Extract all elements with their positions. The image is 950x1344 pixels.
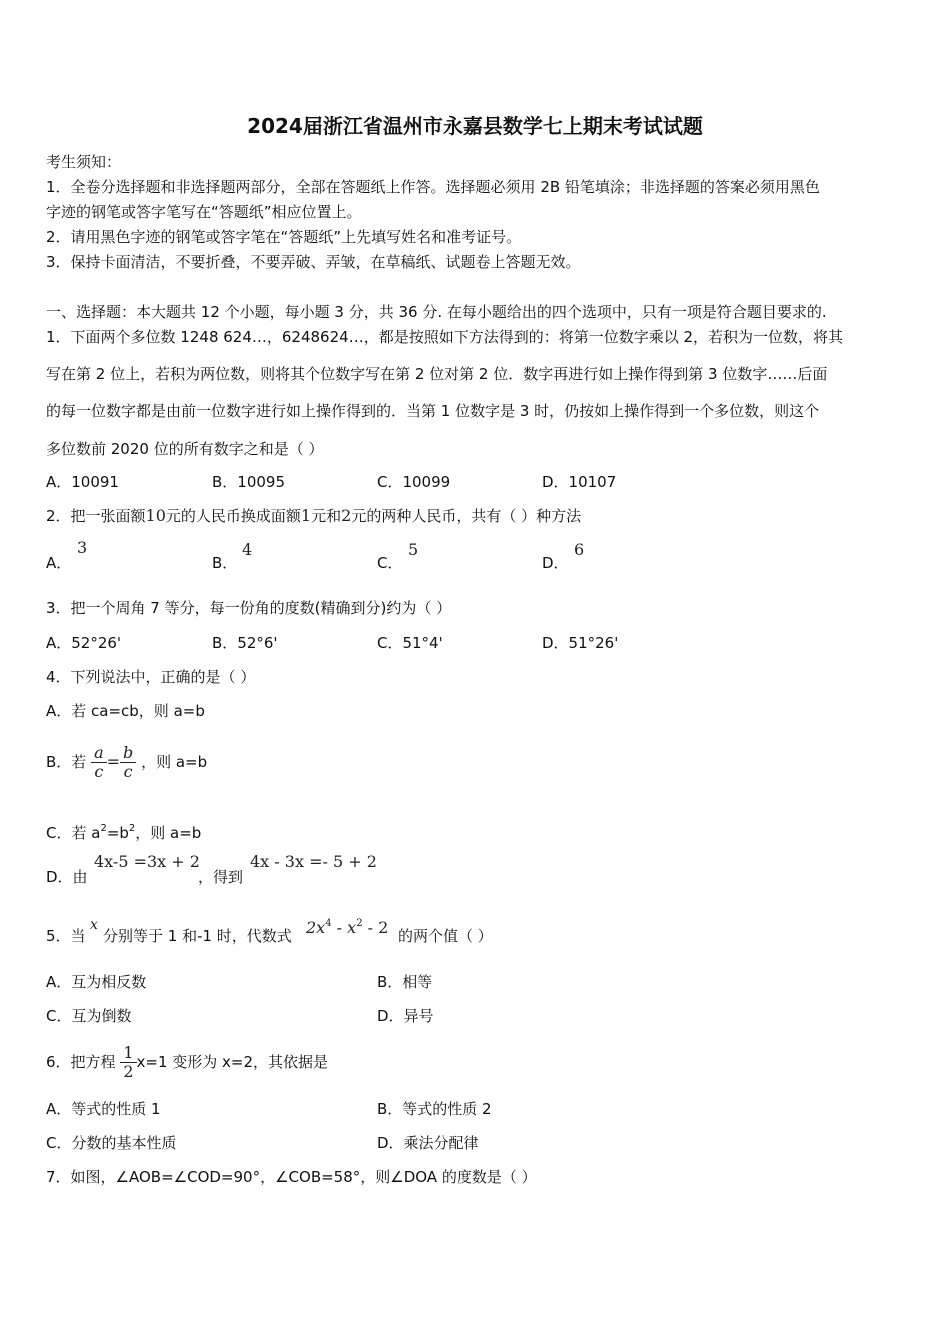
q1-option-d: D．10107 xyxy=(542,473,617,491)
q4-frac1-numerator: a xyxy=(91,744,107,763)
q6-prefix: 6．把方程 xyxy=(46,1053,116,1071)
notice-line-4: 3．保持卡面清洁，不要折叠，不要弄破、弄皱，在草稿纸、试题卷上答题无效。 xyxy=(46,253,581,271)
q3-option-d: D．51°26' xyxy=(542,634,619,652)
q1-line-3: 的每一位数字都是由前一位数字进行如上操作得到的．当第 1 位数字是 3 时，仍按如上操作得到一个多位数，则这个 xyxy=(46,402,820,420)
q4-option-c-prefix: C．若 a xyxy=(46,824,101,842)
q1-line-2: 写在第 2 位上，若积为两位数，则将其个位数字写在第 2 位对第 2 位．数字再进行如上操作得到第 3 位数字……后面 xyxy=(46,365,828,383)
q2-text-1: 2．把一张面额 xyxy=(46,507,146,525)
notice-line-2: 字迹的钢笔或答字笔写在“答题纸”相应位置上。 xyxy=(46,203,362,221)
q4-option-b-prefix: B．若 xyxy=(46,753,87,771)
q2-option-d-value: 6 xyxy=(574,540,585,559)
q7-stem: 7．如图，∠AOB=∠COD=90°，∠COB=58°，则∠DOA 的度数是（ ） xyxy=(46,1168,537,1186)
q6-fraction-one-half xyxy=(120,1044,136,1081)
q4-fraction-a-over-c xyxy=(91,744,107,781)
q1-option-c: C．10099 xyxy=(377,473,451,491)
q5-option-b: B．相等 xyxy=(377,973,433,991)
q4-option-c-mid: =b xyxy=(106,824,129,842)
q1-option-a: A．10091 xyxy=(46,473,119,491)
q3-stem: 3．把一个周角 7 等分，每一份角的度数(精确到分)约为（ ） xyxy=(46,599,452,617)
q5-expression xyxy=(306,914,388,938)
q5-term-1-exp: 4 xyxy=(325,918,332,929)
q2-text-3: 元和 xyxy=(311,507,342,525)
q2-option-a-value: 3 xyxy=(77,538,88,557)
q2-text-4: 元的两种人民币，共有（ ）种方法 xyxy=(351,507,582,525)
q1-line-1: 1．下面两个多位数 1248 624…，6248624…，都是按照如下方法得到的：将第一位数字乘以 2，若积为一位数，将其 xyxy=(46,328,844,346)
q5-mid-text: 分别等于 1 和-1 时，代数式 xyxy=(103,927,292,945)
q5-option-a: A．互为相反数 xyxy=(46,973,147,991)
q5-term-2-exp: 2 xyxy=(356,918,363,929)
q5-option-d: D．异号 xyxy=(377,1007,434,1025)
q6-option-c: C．分数的基本性质 xyxy=(46,1134,177,1152)
q5-suffix: 的两个值（ ） xyxy=(398,927,493,945)
q5-term-3: - 2 xyxy=(362,918,389,937)
q4-frac2-numerator: b xyxy=(120,744,136,763)
q5-term-2: - x xyxy=(331,918,357,937)
q2-option-b-value: 4 xyxy=(242,540,253,559)
q4-option-d-mid: ，得到 xyxy=(198,868,244,886)
notice-line-3: 2．请用黑色字迹的钢笔或答字笔在“答题纸”上先填写姓名和准考证号。 xyxy=(46,228,522,246)
q5-option-c: C．互为倒数 xyxy=(46,1007,132,1025)
q3-option-a: A．52°26' xyxy=(46,634,122,652)
q4-option-c-exp-2: 2 xyxy=(128,823,136,834)
q4-frac1-denominator: c xyxy=(94,762,104,781)
q4-option-d-equation-2: 4x - 3x =- 5 + 2 xyxy=(250,852,377,871)
q5-prefix: 5．当 xyxy=(46,927,86,945)
q2-num-10: 10 xyxy=(145,506,166,525)
q4-option-a: A．若 ca=cb，则 a=b xyxy=(46,702,205,720)
q2-option-c-value: 5 xyxy=(408,540,419,559)
q2-num-1: 1 xyxy=(300,506,312,525)
q5-variable-x: x xyxy=(90,917,98,933)
q1-line-4: 多位数前 2020 位的所有数字之和是（ ） xyxy=(46,440,324,458)
q6-suffix: x=1 变形为 x=2，其依据是 xyxy=(136,1053,329,1071)
q2-text-2: 元的人民币换成面额 xyxy=(165,507,301,525)
q4-option-b-suffix: ，则 a=b xyxy=(141,753,208,771)
q6-option-b: B．等式的性质 2 xyxy=(377,1100,492,1118)
q4-option-d-label: D．由 xyxy=(46,868,88,886)
notice-line-1: 1．全卷分选择题和非选择题两部分，全部在答题纸上作答。选择题必须用 2B 铅笔填涂；非选择题的答案必须用黑色 xyxy=(46,178,820,196)
q4-option-c-exp-1: 2 xyxy=(100,823,107,834)
q6-stem xyxy=(46,1042,328,1082)
notice-heading: 考生须知： xyxy=(46,153,122,171)
q6-option-d: D．乘法分配律 xyxy=(377,1134,479,1152)
q4-fraction-b-over-c xyxy=(120,744,136,781)
q4-frac2-denominator: c xyxy=(123,762,133,781)
q2-option-b-label: B． xyxy=(212,554,238,572)
q2-option-a-label: A． xyxy=(46,554,72,572)
q6-option-a: A．等式的性质 1 xyxy=(46,1100,161,1118)
q5-term-1: 2x xyxy=(306,918,326,937)
q4-option-b xyxy=(46,742,207,782)
q3-option-c: C．51°4' xyxy=(377,634,443,652)
q3-option-b: B．52°6' xyxy=(212,634,278,652)
q4-option-d-equation-1: 4x-5 =3x + 2 xyxy=(94,852,200,871)
q6-frac-denominator: 2 xyxy=(123,1062,134,1081)
q2-option-c-label: C． xyxy=(377,554,403,572)
q1-option-b: B．10095 xyxy=(212,473,286,491)
q4-option-c xyxy=(46,819,201,843)
q4-equals-sign: = xyxy=(106,752,121,771)
q6-frac-numerator: 1 xyxy=(120,1044,136,1063)
q2-num-2: 2 xyxy=(341,506,352,525)
q2-stem xyxy=(46,506,581,526)
page-title: 2024届浙江省温州市永嘉县数学七上期末考试试题 xyxy=(247,114,703,138)
q2-option-d-label: D． xyxy=(542,554,569,572)
section-heading: 一、选择题：本大题共 12 个小题，每小题 3 分，共 36 分. 在每小题给出的四个选项中，只有一项是符合题目要求的. xyxy=(46,303,827,321)
q4-option-c-suffix: ，则 a=b xyxy=(135,824,202,842)
q4-stem: 4．下列说法中，正确的是（ ） xyxy=(46,668,256,686)
